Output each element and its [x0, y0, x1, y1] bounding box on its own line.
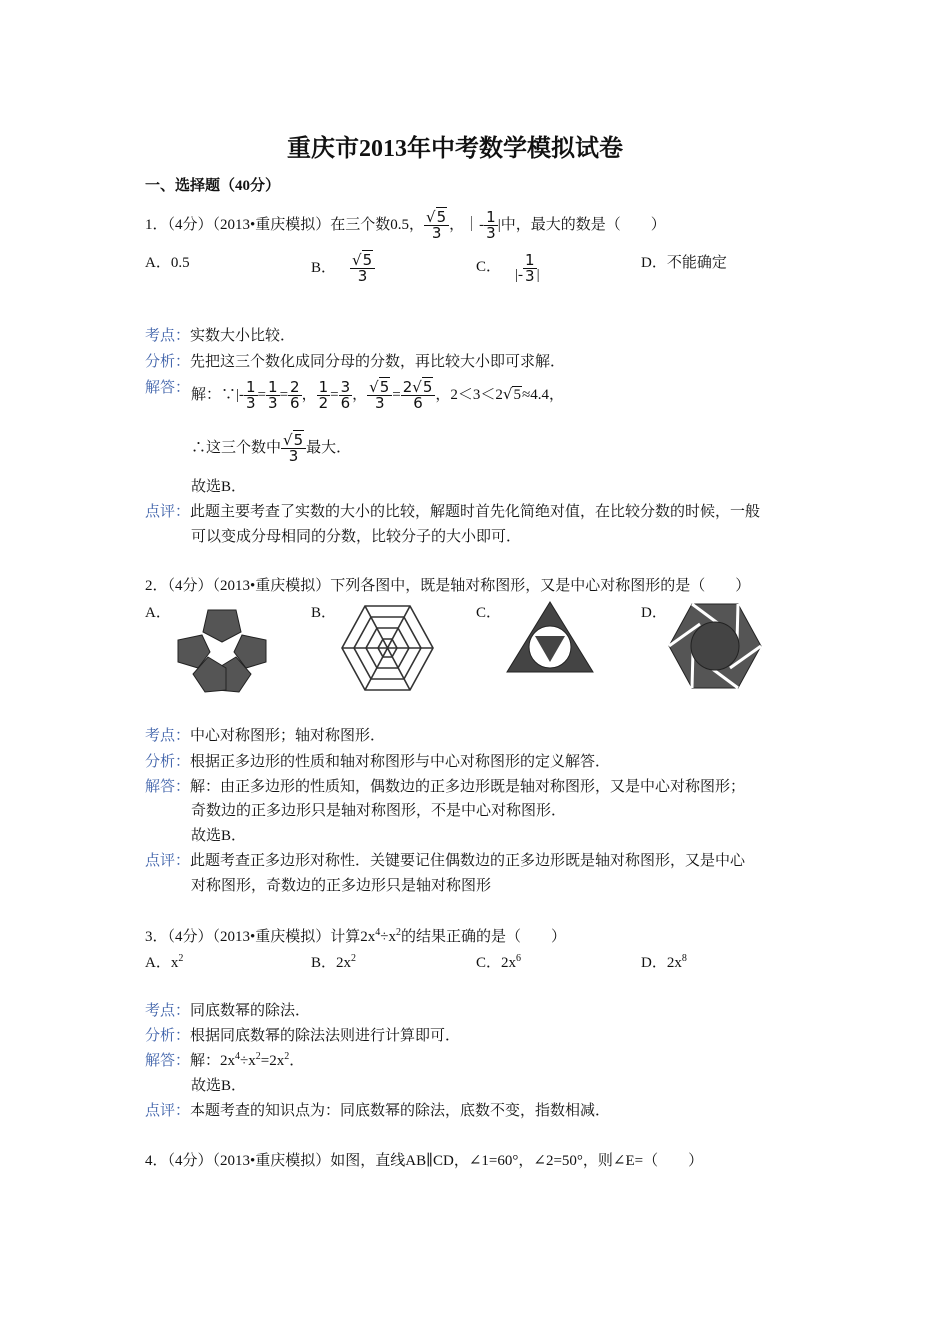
q2-option-c: C．: [476, 605, 502, 621]
q3-fenxi: 分析：根据同底数幂的除法法则进行计算即可．: [145, 1028, 461, 1044]
frac-sqrt5-over-3-b: $\frac{√5}{3}$: [350, 253, 375, 284]
q1-kaodian: 考点：实数大小比较．: [145, 328, 296, 344]
q2-option-a: A．: [145, 605, 171, 621]
q3-option-d: D．$2x^8$: [641, 953, 687, 971]
frac-sqrt5-3-max: $\frac{√5}{3}$: [281, 433, 306, 464]
q1-stem-b: ，｜-: [449, 217, 485, 233]
figure-hexagon-web: [340, 604, 435, 692]
q1-stem-a: （4分）（2013•重庆模拟）在三个数0.5，: [167, 217, 425, 233]
frac-3-6: $\frac{3}{6}$: [340, 378, 351, 413]
q2-dianping-1: 点评：此题考查正多边形对称性．关键要记住偶数边的正多边形既是轴对称图形，又是中心: [145, 853, 746, 869]
q3-option-a: A．$x^2$: [145, 953, 184, 971]
q2-option-d: D．: [641, 605, 667, 621]
figure-pentagon-five: [172, 602, 272, 694]
q2-dianping-2: 对称图形，奇数边的正多边形只是轴对称图形: [191, 878, 492, 894]
q2-kaodian: 考点：中心对称图形；轴对称图形．: [145, 728, 386, 744]
q4-stem: 4．（4分）（2013•重庆模拟）如图，直线AB∥CD，∠1=60°，∠2=50°，则∠E=（ ）: [145, 1153, 704, 1169]
page-title: 重庆市2013年中考数学模拟试卷: [287, 136, 623, 162]
q2-jieda-2: 奇数边的正多边形只是轴对称图形，不是中心对称图形．: [191, 803, 567, 819]
q1-option-b: B． $\frac{√5}{3}$: [311, 253, 375, 284]
figure-triangle-circle: [505, 600, 595, 674]
q3-dianping: 点评：本题考查的知识点为：同底数幂的除法，底数不变，指数相减．: [145, 1103, 611, 1119]
q2-fenxi: 分析：根据正多边形的性质和轴对称图形与中心对称图形的定义解答．: [145, 754, 611, 770]
q3-stem: 3．（4分）（2013•重庆模拟）计算$2x^4\div x^2$的结果正确的是（ ）: [145, 927, 567, 945]
q3-jieda: 解答：解：$2x^4\div x^2=2x^2$．: [145, 1051, 305, 1069]
frac-1-2: $\frac{1}{2}$: [318, 378, 329, 413]
q1-fenxi: 分析：先把这三个数化成同分母的分数，再比较大小即可求解．: [145, 354, 566, 370]
figure-hexagon-pinwheel: [668, 602, 762, 690]
frac-2sqrt5-6: $\frac{2√5}{6}$: [401, 380, 436, 411]
q3-guxuan: 故选B．: [191, 1078, 247, 1094]
q3-kaodian: 考点：同底数幂的除法．: [145, 1003, 311, 1019]
q1-option-d: D．不能确定: [641, 255, 727, 271]
q1-jieda-label: 解答：: [145, 380, 191, 396]
q1-num: 1．: [145, 217, 168, 233]
q1-stem-c: |中，最大的数是（ ）: [497, 217, 666, 233]
q2-jieda-1: 解答：解：由正多边形的性质知，偶数边的正多边形既是轴对称图形，又是中心对称图形；: [145, 779, 746, 795]
frac-1-3: $\frac{1}{3}$: [246, 378, 256, 413]
q1-therefore: ∴这三个数中 $\frac{√5}{3}$ 最大．: [191, 431, 352, 466]
frac-1-over-3-c: $\frac{1}{3}$: [525, 251, 535, 285]
frac-2-6: $\frac{2}{6}$: [290, 378, 300, 413]
frac-1-3b: $\frac{1}{3}$: [268, 378, 278, 413]
q1-option-c: C． |- $\frac{1}{3}$ |: [476, 251, 540, 285]
frac-1-over-3: $\frac{1}{3}$: [486, 208, 496, 243]
q3-option-b: B．$2x^2$: [311, 953, 357, 971]
q2-option-b: B．: [311, 605, 337, 621]
q1-stem: [145, 210, 666, 241]
frac-sqrt5-over-3: $\frac{√5}{3}$: [424, 210, 449, 241]
q1-guxuan: 故选B．: [191, 479, 247, 495]
q2-guxuan: 故选B．: [191, 828, 247, 844]
q1-dianping-2: 可以变成分母相同的分数，比较分子的大小即可．: [191, 529, 522, 545]
frac-sqrt5-3: $\frac{√5}{3}$: [367, 380, 392, 411]
q3-option-c: C．$2x^6$: [476, 953, 522, 971]
q1-option-a: A．0.5: [145, 255, 190, 271]
q2-stem: 2．（4分）（2013•重庆模拟）下列各图中，既是轴对称图形，又是中心对称图形的是（ ）: [145, 578, 751, 594]
q1-jieda-line1: 解：∵|- $\frac{1}{3}$ = $\frac{1}{3}$ = $\frac{2}{6}$ ， $\frac{1}{2}$ = $\frac{3}{6}$ ， $\frac{√5}{3}$ = $\frac{2√5}{6}$ ，2＜3＜2√5≈4.4，: [191, 378, 564, 413]
q1-dianping-1: 点评：此题主要考查了实数的大小的比较，解题时首先化简绝对值，在比较分数的时候，一般: [145, 504, 761, 520]
section-heading: 一、选择题（40分）: [145, 178, 281, 194]
